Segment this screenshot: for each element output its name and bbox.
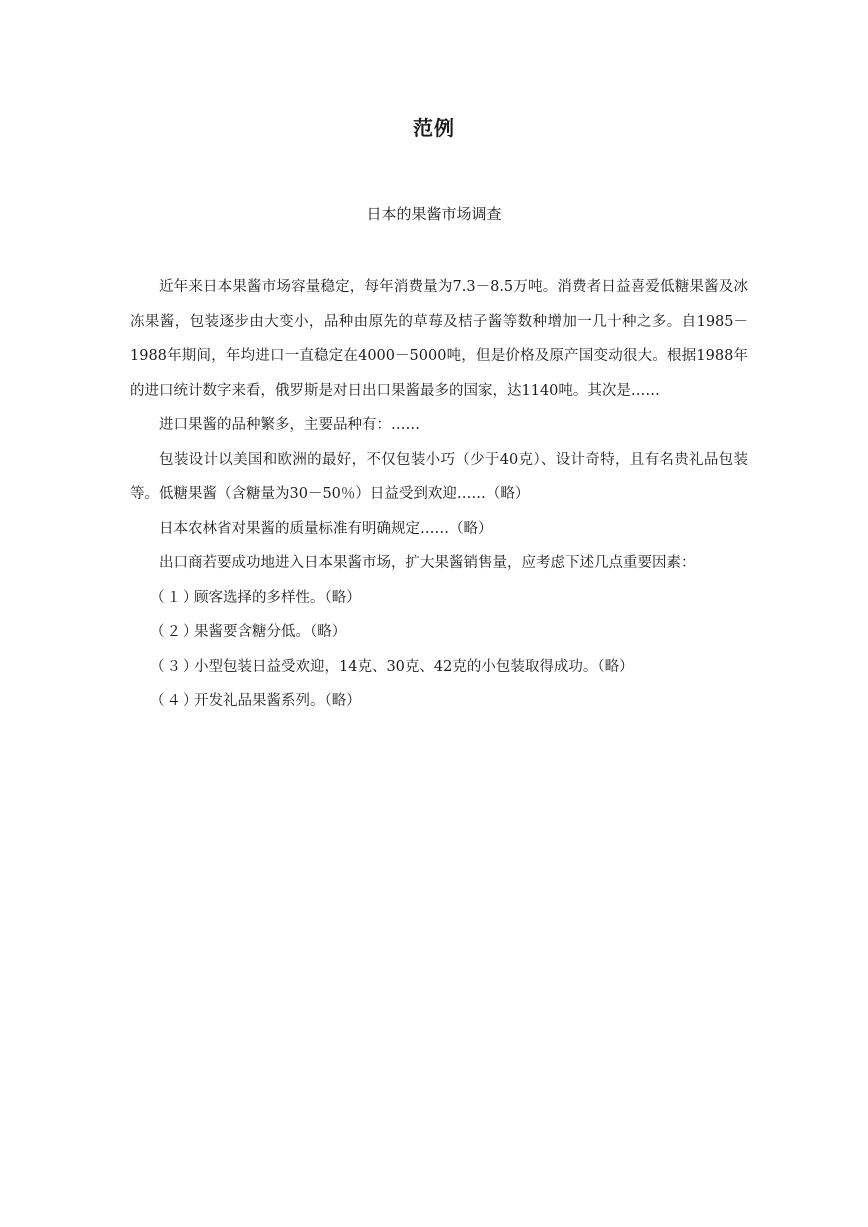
page-heading: 范例: [413, 116, 455, 140]
list-item-number: （２）: [150, 624, 200, 640]
factor-list: [130, 581, 748, 719]
paragraph-quality-standards: 日本农林省对果酱的质量标准有明确规定……（略）: [159, 520, 493, 537]
article-body: [130, 270, 748, 719]
paragraph-exporter-factors: 出口商若要成功地进入日本果酱市场，扩大果酱销售量，应考虑下述几点重要因素：: [159, 555, 696, 571]
list-item-text: 果酱要含糖分低。（略）: [194, 624, 347, 640]
list-item: [130, 615, 748, 650]
paragraph-import-varieties: 进口果酱的品种繁多，主要品种有：……: [159, 417, 420, 433]
list-item-number: （１）: [150, 589, 200, 606]
list-item: [130, 650, 748, 685]
list-item: [130, 684, 748, 719]
list-item-text: 顾客选择的多样性。（略）: [194, 589, 361, 606]
list-item-text: 小型包装日益受欢迎，14克、30克、42克的小包装取得成功。（略）: [194, 658, 634, 675]
list-item: [130, 581, 748, 616]
paragraph-market-overview: 近年来日本果酱市场容量稳定，每年消费量为7.3－8.5万吨。消费者日益喜爱低糖果酱及冰冻果酱，包装逐步由大变小，品种由原先的草莓及桔子酱等数种增加一几十种之多。自1985－1988年期间，年均进口一直稳定在4000－5000吨，但是价格及原产国变动很大。根据1988年的进口统计数字来看，俄罗斯是对日出口果酱最多的国家，达1140吨。其次是……: [130, 279, 748, 399]
paragraph-packaging: 包装设计以美国和欧洲的最好，不仅包装小巧（少于40克）、设计奇特，且有名贵礼品包装等。低糖果酱（含糖量为30－50％）日益受到欢迎……（略）: [130, 451, 748, 502]
list-item-number: （４）: [150, 693, 200, 709]
article-title: 日本的果酱市场调查: [366, 205, 502, 223]
list-item-number: （３）: [150, 658, 200, 675]
list-item-text: 开发礼品果酱系列。（略）: [194, 693, 361, 709]
